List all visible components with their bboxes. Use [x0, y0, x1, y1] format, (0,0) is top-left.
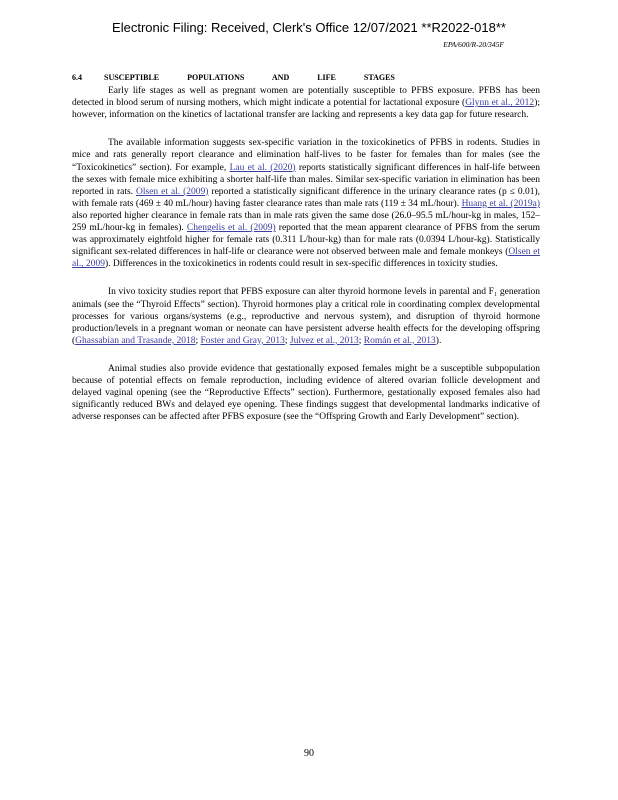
paragraph-text: ).	[435, 335, 442, 346]
citation-link[interactable]: Foster and Gray, 2013	[200, 335, 285, 346]
paragraph	[72, 137, 540, 270]
paragraphs	[72, 85, 540, 423]
citation-link[interactable]: Chengelis et al. (2009)	[186, 223, 276, 234]
document-id: EPA/600/R-20/345F	[443, 40, 504, 49]
citation-link[interactable]: Olsen et al., 2009	[72, 247, 540, 270]
section-heading	[72, 72, 540, 84]
document-body	[72, 72, 540, 439]
paragraph-text: Animal studies also provide evidence that gestationally exposed females might be a susceptible subpopulation because of potential effects on female reproduction, including evidence of altered ovarian follicle development and delayed vaginal opening (see the “Reproductive Effects” section). Furthermore, gestationally exposed females also had significantly reduced BWs and delayed eye opening. These findings suggest that developmental landmarks indicative of adverse responses can be affected after PFBS exposure (see the “Offspring Growth and Early Development” section).	[72, 363, 540, 423]
paragraph	[72, 363, 540, 423]
paragraph-text: ;	[284, 335, 290, 346]
citation-link[interactable]: Ghassabian and Trasande, 2018	[75, 335, 196, 346]
paragraph-text: The available information suggests sex-specific variation in the toxicokinetics of PFBS in rodents. Studies in mice and rats generally report clearance and elimination half-lives to be faster for females than for males (see the “Toxicokinetics” section). For example,	[72, 138, 540, 173]
paragraph-text: reports statistically significant differences in half-life between the sexes with female mice exhibiting a shorter half-life than males. Similar sex-specific variation in elimination has been reported in rats.	[72, 162, 540, 197]
filing-stamp: Electronic Filing: Received, Clerk's Office 12/07/2021 **R2022-018**	[112, 20, 506, 35]
paragraph-text: reported a statistically significant difference in the urinary clearance rates (p ≤ 0.01), with female rats (469 ± 40 mL/hour) having faster clearance rates than male rats (119 ± 34 mL/hour).	[72, 186, 540, 209]
citation-link[interactable]: Julvez et al., 2013	[289, 335, 359, 346]
paragraph-text: ;	[195, 335, 201, 346]
paragraph-text: In vivo toxicity studies report that PFBS exposure can alter thyroid hormone levels in parental and F₁ generation animals (see the “Thyroid Effects” section). Thyroid hormones play a critical role in coordinating complex developmental processes for various organs/systems (e.g., reproductive and nervous system), and disruption of thyroid hormone production/levels in a pregnant woman or neonate can have persistent adverse health effects for the developing offspring (	[72, 287, 540, 346]
citation-link[interactable]: Román et al., 2013	[363, 335, 436, 346]
citation-link[interactable]: Olsen et al. (2009)	[136, 186, 209, 197]
paragraph	[72, 85, 540, 121]
section-title: SUSCEPTIBLE POPULATIONS AND LIFE STAGES	[104, 73, 395, 82]
page-number: 90	[304, 748, 314, 759]
paragraph	[72, 286, 540, 346]
paragraph-text: reported that the mean apparent clearance of PFBS from the serum was approximately eightfold higher for female rats (0.311 L/hour-kg) than for male rats (0.0394 L/hour-kg). Statistically significant sex-related differences in half-life or clearance were not observed between male and female monkeys (	[72, 223, 540, 258]
citation-link[interactable]: Lau et al. (2020)	[229, 162, 296, 173]
paragraph-text: ). Differences in the toxicokinetics in rodents could result in sex-specific differences in toxicity studies.	[104, 259, 498, 270]
paragraph-text: ); however, information on the kinetics of lactational transfer are lacking and represents a key data gap for future research.	[72, 98, 540, 121]
section-number: 6.4	[72, 73, 82, 82]
citation-link[interactable]: Huang et al. (2019a)	[461, 198, 540, 209]
citation-link[interactable]: Glynn et al., 2012	[465, 98, 535, 109]
paragraph-text: also reported higher clearance in female rats than in male rats given the same dose (26.0–95.5 mL/hour-kg in males, 152–259 mL/hour-kg in females).	[72, 210, 540, 234]
paragraph-text: Early life stages as well as pregnant women are potentially susceptible to PFBS exposure. PFBS has been detected in blood serum of nursing mothers, which might indicate a potential for lactational exposure (	[72, 86, 540, 109]
paragraph-text: ;	[358, 335, 364, 346]
